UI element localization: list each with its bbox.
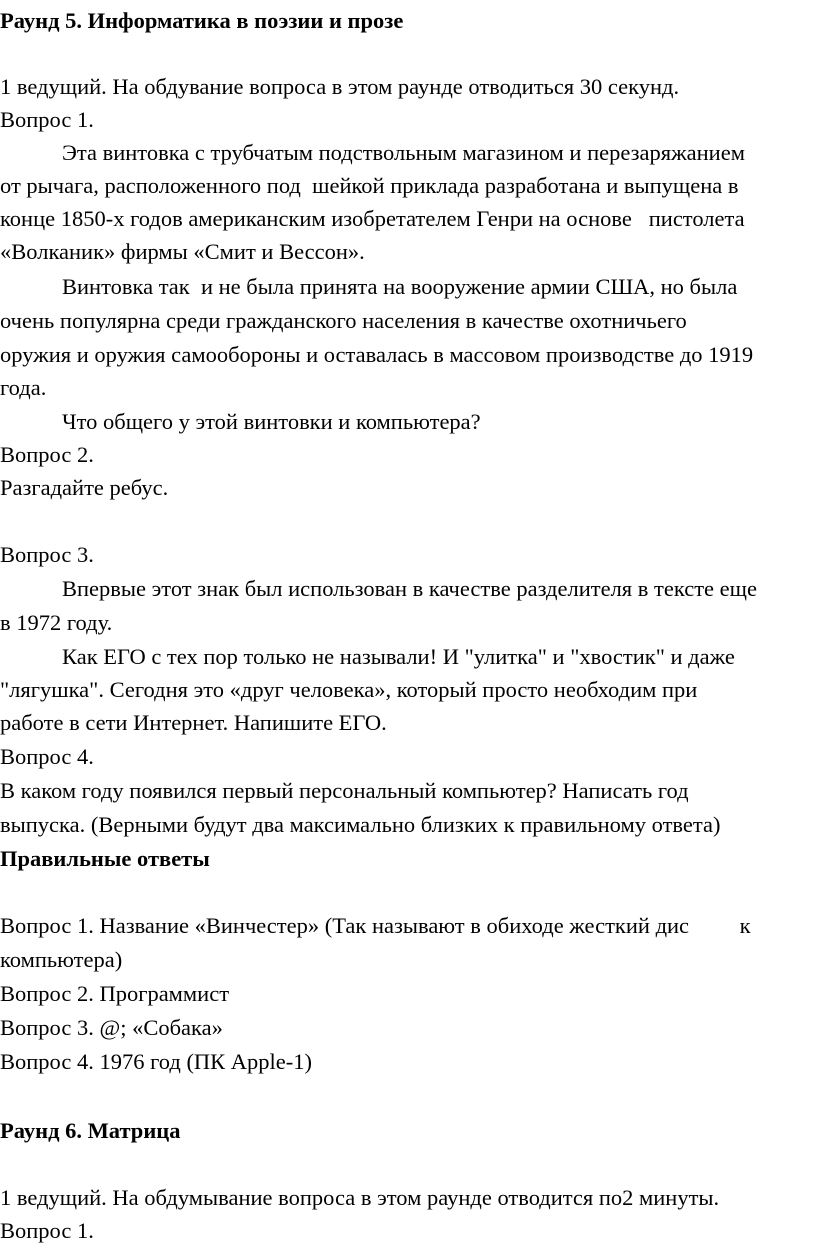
round5-intro: 1 ведущий. На обдувание вопроса в этом раунде отводиться 30 секунд. [0, 74, 680, 99]
question1-text-line: «Волканик» фирмы «Смит и Вессон». [0, 239, 365, 264]
question1-label: Вопрос 1. [0, 107, 94, 132]
question2-text: Разгадайте ребус. [0, 475, 169, 500]
question2-label: Вопрос 2. [0, 442, 94, 467]
answer-line: Вопрос 4. 1976 год (ПК Apple-1) [0, 1049, 313, 1074]
question1-text-line: очень популярна среди гражданского населения в качестве охотничьего [0, 308, 687, 333]
round5-title: Раунд 5. Информатика в поэзии и прозе [0, 8, 404, 33]
answers-title: Правильные ответы [0, 846, 210, 871]
answer-line: Вопрос 3. @; «Собака» [0, 1015, 223, 1040]
question3-text-line: в 1972 году. [0, 610, 113, 635]
question3-text-line: Впервые этот знак был использован в качестве разделителя в тексте еще [62, 576, 757, 601]
question1-text-line: Что общего у этой винтовки и компьютера? [62, 409, 481, 434]
answer-line: Вопрос 2. Программист [0, 981, 230, 1006]
question3-label: Вопрос 3. [0, 542, 94, 567]
question3-text-line: Как ЕГО с тех пор только не называли! И "улитка" и "хвостик" и даже [62, 644, 735, 669]
question3-text-line: работе в сети Интернет. Напишите ЕГО. [0, 710, 387, 735]
question1-text-line: Эта винтовка с трубчатым подствольным магазином и перезаряжанием [62, 140, 745, 165]
question1-text-line: от рычага, расположенного под шейкой приклада разработана и выпущена в [0, 173, 739, 198]
round6-question1-label: Вопрос 1. [0, 1218, 94, 1243]
answer-line: Вопрос 1. Название «Винчестер» (Так называют в обиходе жесткий дис к [0, 913, 751, 938]
question3-text-line: "лягушка". Сегодня это «друг человека», который просто необходим при [0, 677, 698, 702]
question1-text-line: оружия и оружия самообороны и оставалась в массовом производстве до 1919 [0, 342, 754, 367]
question1-text-line: года. [0, 375, 47, 400]
question4-text-line: В каком году появился первый персональный компьютер? Написать год [0, 778, 689, 803]
round6-intro: 1 ведущий. На обдумывание вопроса в этом раунде отводится по2 минуты. [0, 1185, 720, 1210]
question1-text-line: Винтовка так и не была принята на вооружение армии США, но была [62, 274, 738, 299]
question1-text-line: конце 1850-х годов американским изобретателем Генри на основе пистолета [0, 206, 745, 231]
round6-title: Раунд 6. Матрица [0, 1118, 181, 1143]
answer-line: компьютера) [0, 947, 123, 972]
question4-text-line: выпуска. (Верными будут два максимально близких к правильному ответа) [0, 812, 721, 837]
question4-label: Вопрос 4. [0, 744, 94, 769]
